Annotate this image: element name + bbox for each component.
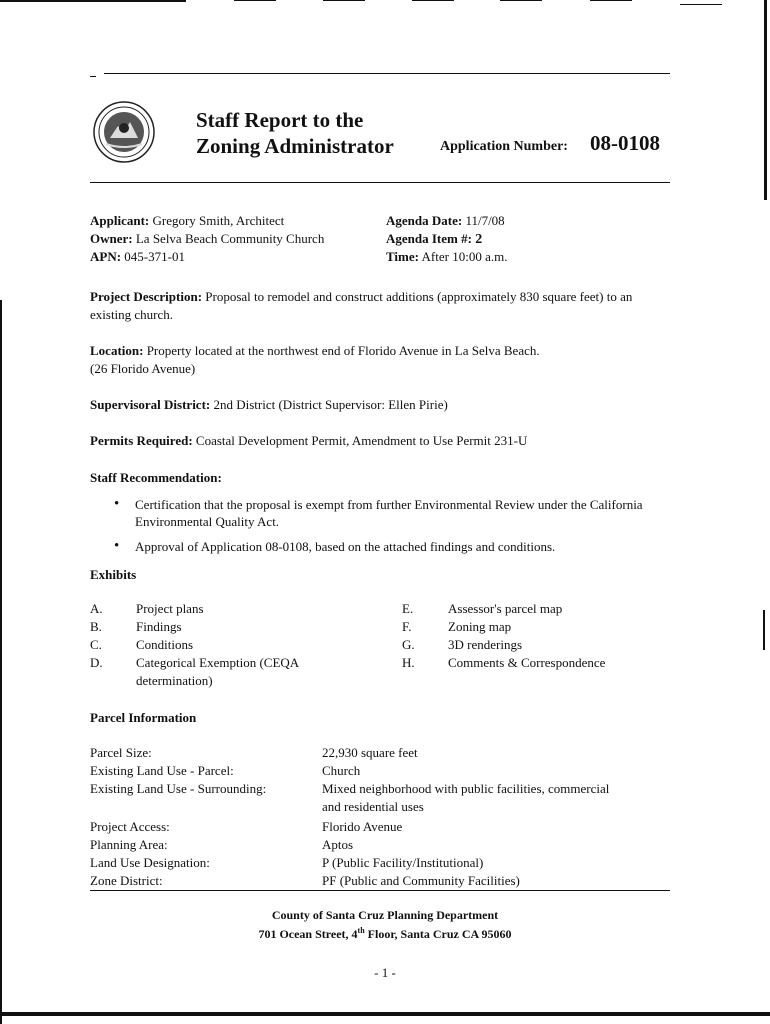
header-top-rule (104, 73, 670, 74)
project-description-label: Project Description: (90, 289, 203, 304)
header-bottom-rule (90, 182, 670, 183)
time-label: Time: (386, 249, 419, 264)
owner-label: Owner: (90, 231, 133, 246)
application-number: 08-0108 (590, 131, 660, 155)
parcel-label: Zone District: (90, 873, 163, 888)
parcel-label: Parcel Size: (90, 745, 152, 760)
scan-top-dash (234, 0, 276, 1)
footer-department: County of Santa Cruz Planning Department (271, 908, 499, 922)
parcel-label: Project Access: (90, 819, 170, 834)
footer-address-sup: th (357, 926, 365, 935)
exhibit-letter: H. (402, 655, 415, 670)
scan-top-dash (323, 0, 365, 1)
parcel-value: Church (322, 763, 361, 778)
staff-recommendation-list (110, 496, 660, 563)
parcel-label: Existing Land Use - Parcel: (90, 763, 234, 778)
owner-value: La Selva Beach Community Church (135, 231, 325, 246)
scan-top-dash (500, 0, 542, 1)
apn-row (90, 249, 185, 265)
applicant-value: Gregory Smith, Architect (152, 213, 285, 228)
list-item: • Approval of Application 08-0108, based on the attached findings and conditions. (110, 538, 660, 555)
supervisorial-text: 2nd District (District Supervisor: Ellen Pirie) (213, 397, 448, 412)
exhibit-text: Project plans (136, 601, 204, 616)
apn-value: 045-371-01 (124, 249, 185, 264)
scan-right-border-mark (763, 610, 765, 650)
supervisorial-district (90, 396, 660, 414)
footer-address-pre: 701 Ocean Street, 4 (258, 927, 358, 941)
parcel-label: Existing Land Use - Surrounding: (90, 781, 267, 796)
county-seal-icon (92, 100, 156, 164)
exhibit-text: 3D renderings (448, 637, 523, 652)
exhibit-letter: G. (402, 637, 415, 652)
report-title-line2: Zoning Administrator (196, 134, 394, 158)
time-row (386, 249, 507, 265)
agenda-item-value: 2 (475, 232, 483, 247)
permits-text: Coastal Development Permit, Amendment to Use Permit 231-U (195, 433, 528, 448)
list-item: • Certification that the proposal is exempt from further Environmental Review under the California Environmental Quality Act. (110, 496, 660, 530)
project-description-text: Proposal to remodel and construct additions (approximately 830 square feet) to an existing church. (90, 289, 633, 322)
page-number: - 1 - (374, 965, 396, 980)
permits-label: Permits Required: (90, 433, 193, 448)
permits-required (90, 432, 660, 450)
parcel-value: and residential uses (322, 799, 424, 814)
agenda-item-row (386, 231, 482, 248)
parcel-value: Florido Avenue (322, 819, 403, 834)
exhibit-letter: A. (90, 601, 103, 616)
exhibit-text: Assessor's parcel map (448, 601, 563, 616)
scan-top-line (0, 0, 186, 2)
header-tick (90, 76, 96, 77)
parcel-value: P (Public Facility/Institutional) (322, 855, 484, 870)
apn-label: APN: (90, 249, 122, 264)
supervisorial-label: Supervisoral District: (90, 397, 211, 412)
footer-rule (90, 890, 670, 891)
agenda-date-label: Agenda Date: (386, 213, 463, 228)
application-number-label: Application Number: (440, 139, 568, 154)
exhibit-text: Zoning map (448, 619, 512, 634)
exhibit-letter: D. (90, 655, 103, 670)
footer-address-post: Floor, Santa Cruz CA 95060 (364, 927, 512, 941)
footer-address (0, 926, 770, 942)
project-description (90, 288, 660, 324)
scan-right-border (764, 0, 767, 200)
exhibits-heading: Exhibits (90, 567, 137, 582)
applicant-row (90, 213, 284, 229)
agenda-date-row (386, 213, 505, 229)
scan-top-dash (590, 0, 632, 1)
exhibit-text: Comments & Correspondence (448, 655, 606, 670)
exhibit-letter: F. (402, 619, 412, 634)
exhibit-letter: B. (90, 619, 102, 634)
parcel-value: Mixed neighborhood with public facilities, commercial (322, 781, 610, 796)
agenda-date-value: 11/7/08 (465, 213, 505, 228)
parcel-value: PF (Public and Community Facilities) (322, 873, 520, 888)
location-text: Property located at the northwest end of Florido Avenue in La Selva Beach. (146, 343, 540, 358)
exhibit-letter: E. (402, 601, 414, 616)
exhibit-text: Conditions (136, 637, 194, 652)
parcel-label: Planning Area: (90, 837, 168, 852)
staff-recommendation-heading: Staff Recommendation: (90, 470, 222, 485)
parcel-label: Land Use Designation: (90, 855, 210, 870)
agenda-item-label: Agenda Item #: (386, 231, 472, 246)
exhibit-text: Categorical Exemption (CEQA determination) (136, 655, 299, 688)
owner-row (90, 231, 324, 247)
exhibit-letter: C. (90, 637, 102, 652)
location-address: (26 Florido Avenue) (90, 361, 196, 376)
scan-bottom-border (0, 1012, 770, 1016)
scan-top-dash (412, 0, 454, 1)
time-value: After 10:00 a.m. (421, 249, 508, 264)
parcel-value: Aptos (322, 837, 354, 852)
location-label: Location: (90, 343, 144, 358)
applicant-label: Applicant: (90, 213, 150, 228)
parcel-value: 22,930 square feet (322, 745, 418, 760)
report-title-line1: Staff Report to the (196, 108, 364, 132)
location (90, 342, 660, 378)
exhibit-text: Findings (136, 619, 182, 634)
scan-top-dash (680, 4, 722, 5)
parcel-info-heading: Parcel Information (90, 710, 197, 725)
